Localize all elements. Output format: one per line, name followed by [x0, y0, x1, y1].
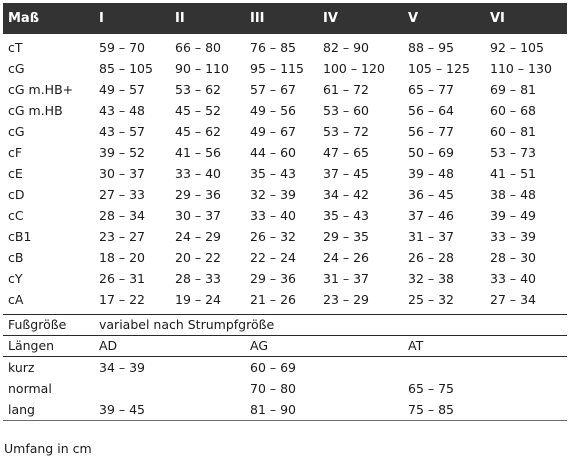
size-row [3, 37, 567, 58]
size-range-cell: 33 – 40 [250, 208, 297, 223]
footnote: Umfang in cm [4, 441, 92, 456]
size-row [3, 79, 567, 100]
size-range-cell: 35 – 43 [250, 166, 297, 181]
size-range-cell: 60 – 68 [490, 103, 537, 118]
size-row [3, 163, 567, 184]
size-range-cell: 34 – 42 [323, 187, 370, 202]
size-range-cell: 50 – 69 [408, 145, 455, 160]
size-range-cell: 65 – 77 [408, 82, 455, 97]
size-range-cell: 88 – 95 [408, 40, 455, 55]
lengths-header-label: Längen [8, 338, 55, 353]
length-label: lang [8, 402, 35, 417]
size-row [3, 226, 567, 247]
measure-label: cB [8, 250, 24, 265]
size-range-cell: 100 – 120 [323, 61, 385, 76]
length-label: normal [8, 381, 52, 396]
size-range-cell: 85 – 105 [99, 61, 153, 76]
table-bottom-line [3, 420, 567, 421]
size-range-cell: 49 – 57 [99, 82, 146, 97]
size-range-cell: 57 – 67 [250, 82, 297, 97]
size-range-cell: 26 – 31 [99, 271, 146, 286]
measure-label: cG [8, 61, 25, 76]
header-cell-size-3: III [250, 11, 265, 26]
length-range-cell: 65 – 75 [408, 381, 455, 396]
size-range-cell: 90 – 110 [175, 61, 229, 76]
foot-size-label: Fußgröße [8, 317, 67, 332]
size-range-cell: 60 – 81 [490, 124, 537, 139]
header-cell-measure: Maß [8, 11, 40, 26]
measure-label: cF [8, 145, 23, 160]
size-range-cell: 28 – 33 [175, 271, 222, 286]
size-row [3, 121, 567, 142]
measure-label: cE [8, 166, 23, 181]
measure-label: cC [8, 208, 24, 223]
size-row [3, 142, 567, 163]
foot-size-row [3, 314, 567, 335]
length-row [3, 357, 567, 378]
size-range-cell: 29 – 36 [175, 187, 222, 202]
size-range-cell: 30 – 37 [175, 208, 222, 223]
size-range-cell: 31 – 37 [408, 229, 455, 244]
size-range-cell: 18 – 20 [99, 250, 146, 265]
size-range-cell: 61 – 72 [323, 82, 370, 97]
size-range-cell: 39 – 52 [99, 145, 146, 160]
size-range-cell: 23 – 29 [323, 292, 370, 307]
size-range-cell: 59 – 70 [99, 40, 146, 55]
length-range-cell: 70 – 80 [250, 381, 297, 396]
size-range-cell: 56 – 77 [408, 124, 455, 139]
measure-label: cG m.HB [8, 103, 63, 118]
size-range-cell: 37 – 46 [408, 208, 455, 223]
size-range-cell: 26 – 28 [408, 250, 455, 265]
size-range-cell: 28 – 34 [99, 208, 146, 223]
size-range-cell: 28 – 30 [490, 250, 537, 265]
lengths-header-ad: AD [99, 338, 118, 353]
size-range-cell: 45 – 52 [175, 103, 222, 118]
length-range-cell: 39 – 45 [99, 402, 146, 417]
size-range-cell: 69 – 81 [490, 82, 537, 97]
size-range-cell: 95 – 115 [250, 61, 304, 76]
size-range-cell: 92 – 105 [490, 40, 544, 55]
measure-label: cT [8, 40, 23, 55]
length-range-cell: 75 – 85 [408, 402, 455, 417]
size-range-cell: 27 – 34 [490, 292, 537, 307]
size-row [3, 268, 567, 289]
size-range-cell: 35 – 43 [323, 208, 370, 223]
size-row [3, 100, 567, 121]
size-range-cell: 41 – 51 [490, 166, 537, 181]
size-range-cell: 19 – 24 [175, 292, 222, 307]
size-range-cell: 49 – 67 [250, 124, 297, 139]
header-cell-size-4: IV [323, 11, 338, 26]
size-range-cell: 22 – 24 [250, 250, 297, 265]
length-label: kurz [8, 360, 35, 375]
measure-label: cD [8, 187, 25, 202]
size-range-cell: 47 – 65 [323, 145, 370, 160]
length-range-cell: 34 – 39 [99, 360, 146, 375]
size-range-cell: 53 – 62 [175, 82, 222, 97]
size-row [3, 247, 567, 268]
measure-label: cA [8, 292, 24, 307]
size-range-cell: 38 – 48 [490, 187, 537, 202]
size-range-cell: 66 – 80 [175, 40, 222, 55]
size-range-cell: 33 – 40 [175, 166, 222, 181]
size-row [3, 184, 567, 205]
length-range-cell: 81 – 90 [250, 402, 297, 417]
size-row [3, 205, 567, 226]
size-row [3, 58, 567, 79]
length-range-cell: 60 – 69 [250, 360, 297, 375]
size-range-cell: 29 – 36 [250, 271, 297, 286]
size-range-cell: 53 – 72 [323, 124, 370, 139]
size-range-cell: 23 – 27 [99, 229, 146, 244]
header-cell-size-1: I [99, 11, 104, 26]
size-range-cell: 43 – 48 [99, 103, 146, 118]
size-range-cell: 41 – 56 [175, 145, 222, 160]
size-range-cell: 33 – 39 [490, 229, 537, 244]
size-range-cell: 33 – 40 [490, 271, 537, 286]
measure-label: cY [8, 271, 23, 286]
size-range-cell: 76 – 85 [250, 40, 297, 55]
foot-size-value: variabel nach Strumpfgröße [99, 317, 275, 332]
size-range-cell: 49 – 56 [250, 103, 297, 118]
header-cell-size-6: VI [490, 11, 505, 26]
size-range-cell: 39 – 48 [408, 166, 455, 181]
header-cell-size-5: V [408, 11, 419, 26]
size-range-cell: 32 – 39 [250, 187, 297, 202]
measure-label: cB1 [8, 229, 32, 244]
size-range-cell: 25 – 32 [408, 292, 455, 307]
size-range-cell: 17 – 22 [99, 292, 146, 307]
size-range-cell: 37 – 45 [323, 166, 370, 181]
size-range-cell: 30 – 37 [99, 166, 146, 181]
size-range-cell: 39 – 49 [490, 208, 537, 223]
size-range-cell: 36 – 45 [408, 187, 455, 202]
measure-label: cG [8, 124, 25, 139]
size-range-cell: 43 – 57 [99, 124, 146, 139]
length-row [3, 399, 567, 420]
lengths-header-row [3, 335, 567, 356]
size-range-cell: 24 – 29 [175, 229, 222, 244]
size-range-cell: 44 – 60 [250, 145, 297, 160]
size-range-cell: 24 – 26 [323, 250, 370, 265]
size-range-cell: 31 – 37 [323, 271, 370, 286]
size-range-cell: 45 – 62 [175, 124, 222, 139]
size-range-cell: 105 – 125 [408, 61, 470, 76]
size-range-cell: 32 – 38 [408, 271, 455, 286]
size-row [3, 289, 567, 310]
size-range-cell: 29 – 35 [323, 229, 370, 244]
size-range-cell: 53 – 60 [323, 103, 370, 118]
lengths-header-ag: AG [250, 338, 269, 353]
length-row [3, 378, 567, 399]
lengths-header-at: AT [408, 338, 424, 353]
size-range-cell: 21 – 26 [250, 292, 297, 307]
size-range-cell: 27 – 33 [99, 187, 146, 202]
measure-label: cG m.HB+ [8, 82, 74, 97]
size-range-cell: 110 – 130 [490, 61, 552, 76]
header-cell-size-2: II [175, 11, 185, 26]
size-range-cell: 56 – 64 [408, 103, 455, 118]
size-range-cell: 26 – 32 [250, 229, 297, 244]
size-table-header [3, 3, 567, 34]
size-range-cell: 82 – 90 [323, 40, 370, 55]
size-range-cell: 20 – 22 [175, 250, 222, 265]
size-range-cell: 53 – 73 [490, 145, 537, 160]
